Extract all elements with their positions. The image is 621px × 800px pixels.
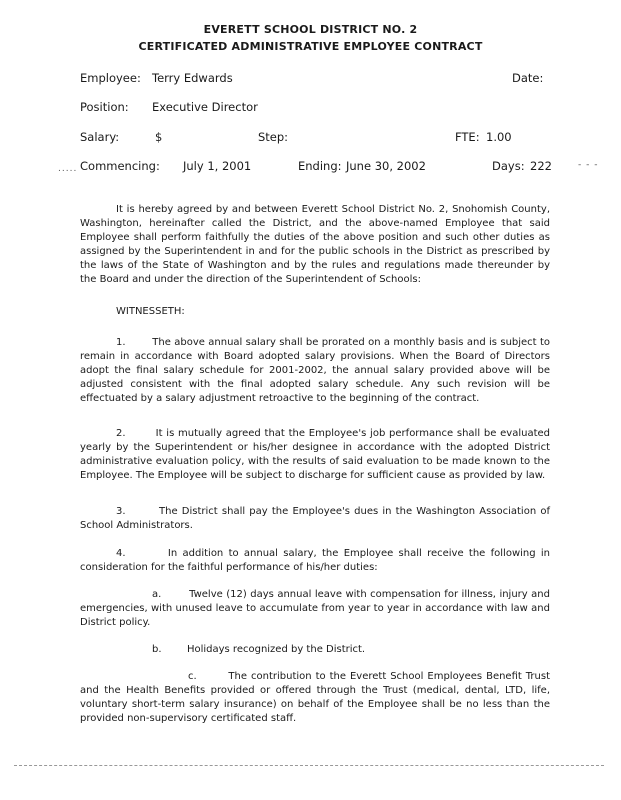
position-label: Position:: [80, 100, 129, 114]
date-label: Date:: [512, 71, 544, 85]
salary-value: $: [155, 130, 163, 144]
employee-name: Terry Edwards: [152, 71, 233, 85]
clause-3-paragraph: 3. The District shall pay the Employee's dues in the Washington Association of School Administrators.: [80, 506, 550, 531]
clause-4b-paragraph: b. Holidays recognized by the District.: [152, 644, 366, 655]
days-label: Days:: [492, 159, 525, 173]
position-value: Executive Director: [152, 100, 258, 114]
commencing-label: Commencing:: [80, 159, 160, 173]
clause-4a-paragraph: a. Twelve (12) days annual leave with compensation for illness, injury and emergencies, with unused leave to accumulate from year to year in accordance with law and District policy.: [80, 589, 550, 628]
scan-artifact-line: [14, 765, 604, 766]
intro-paragraph: It is hereby agreed by and between Everett School District No. 2, Snohomish County, Washington, hereinafter called the District, and the above-named Employee that said Employee shall perform faithfully the duties of the above position and such other duties as assigned by the Superintendent in and for the public schools in the District as prescribed by the laws of the State of Washington and by the rules and regulations made thereunder by the Board and under the direction of the Superintendent of Schools:: [80, 204, 550, 285]
employee-label: Employee:: [80, 71, 141, 85]
clause-1-paragraph: 1. The above annual salary shall be prorated on a monthly basis and is subject to remain in accordance with Board adopted salary provisions. When the Board of Directors adopt the final salary schedule for 2001-2002, the annual salary provided above will be adjusted consistent with the final adopted salary schedule. Any such revision will be effectuated by a salary adjustment retroactive to the beginning of the contract.: [80, 337, 550, 404]
clause-4c-paragraph: c. The contribution to the Everett School Employees Benefit Trust and the Health Benefits provided or offered through the Trust (medical, dental, LTD, life, voluntary short-term salary insurance) on behalf of the Employee shall be no less than the provided non-supervisory certificated staff.: [80, 671, 550, 724]
commencing-value: July 1, 2001: [183, 159, 252, 173]
salary-label: Salary:: [80, 130, 120, 144]
ending-value: June 30, 2002: [346, 159, 426, 173]
witnesseth-heading: WITNESSETH:: [116, 306, 185, 317]
scan-dots-right: - - -: [578, 160, 599, 170]
days-value: 222: [530, 159, 552, 173]
scan-dots-left: .....: [58, 164, 78, 174]
step-label: Step:: [258, 130, 289, 144]
fte-label: FTE:: [455, 130, 480, 144]
ending-label: Ending:: [298, 159, 342, 173]
clause-2-paragraph: 2. It is mutually agreed that the Employee's job performance shall be evaluated yearly by the Superintendent or his/her designee in accordance with the adopted District administrative evaluation policy, with the results of said evaluation to be made known to the Employee. The Employee will be subject to discharge for sufficient cause as provided by law.: [80, 428, 550, 481]
fte-value: 1.00: [486, 130, 512, 144]
district-name-heading: EVERETT SCHOOL DISTRICT NO. 2: [203, 23, 418, 36]
clause-4-paragraph: 4. In addition to annual salary, the Employee shall receive the following in consideration for the faithful performance of his/her duties:: [80, 548, 550, 573]
contract-title-heading: CERTIFICATED ADMINISTRATIVE EMPLOYEE CONTRACT: [138, 40, 483, 53]
